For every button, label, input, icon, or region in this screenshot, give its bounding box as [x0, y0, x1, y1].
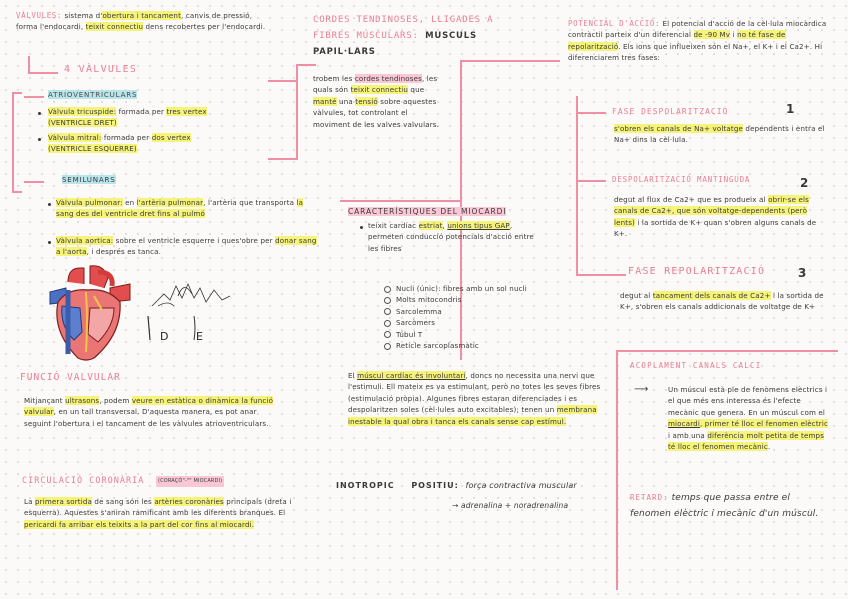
sketch-strokes	[140, 310, 240, 350]
heart-illustration	[38, 262, 138, 364]
phase-3-text: degut al tancament dels canals de Ca2+ i la sortida de K+, s'obren els canals addicionals de voltatge de K+	[620, 291, 824, 312]
funcio-title: FUNCIÓ VALVULAR	[20, 372, 121, 383]
carac-paragraph: El múscul cardíac és involuntari, doncs no necessita una nervi que l'estimuli. Ell mateix es va estimulant, però no totes les seves fibres (estimulació pròpia). Algunes fibres estaran diferenciades i es despolaritzen soles (cèl·lules auto excitables); tenen un membrana inestable la qual obra i tanca els canals sense cap estímul.	[348, 371, 601, 426]
semi-item-aortica: Vàlvula aortica: sobre el ventricle esquerre i ques'obre per donar sang a l'aorta, i després es tanca.	[56, 236, 317, 257]
valve-sketch	[148, 276, 234, 310]
cordes-title: CORDES TENDINOSES, LLIGADES A FIBRES MUSCULARS: MUSCULS PAPIL·LARS	[313, 15, 494, 57]
semi-label: SEMILUNARS	[62, 175, 116, 184]
phase-3-title: FASE REPOLARITZACIÓ	[628, 266, 766, 277]
sketch-label-e: E	[196, 330, 203, 343]
semi-item-pulmonar: Vàlvula pulmonar: en l'artèria pulmonar, l'artèria que transporta la sang des del ventricle dret fins al pulmó	[56, 198, 304, 219]
list-item: Nucli (únic): fibres amb un sol nucli	[384, 283, 564, 294]
circulacio-tag: (CORAÇÓ"-"" MIOCARDI)	[156, 476, 224, 487]
atrio-label: ATRIOVENTRICULARS	[48, 90, 138, 99]
list-item: Túbul T	[384, 329, 564, 340]
atrio-item-tricuspide: Vàlvula tricuspide: formada per tres vertex (VENTRICLE DRET)	[48, 107, 207, 128]
inotropic-arrow: → adrenalina + noradrenalina	[452, 501, 569, 510]
carac-organelle-list	[384, 283, 564, 351]
phase-1-text: s'obren els canals de Na+ voltatge dependents i entra el Na+ dins la cèl·lula.	[614, 124, 825, 145]
list-item: Sarcòmers	[384, 317, 564, 328]
carac-bullet: teixit cardíac estriat, unions tipus GAP, permeten conducció potencials d'acció entre les fibres	[368, 221, 534, 253]
circulacio-text: La primera sortida de sang són les artèries coronàries principals (dreta i esquerra). Aquestes s'aniran ramificant amb les diferents branques. El pericardi fa arribar els teixits a la part del cor fins al miocardi.	[24, 497, 292, 529]
phase-1-number: 1	[786, 102, 795, 116]
carac-title: CARACTERÍSTIQUES DEL MIOCARDI	[348, 207, 507, 216]
funcio-text: Mitjançant ultrasons, podem veure en estàtica o dinàmica la funció valvular, en un tall transversal. D'aquesta manera, es pot anar seguint l'obertura i el tancament de les vàlvules atrioventriculars.	[24, 396, 274, 428]
sketch-label-d: D	[160, 330, 169, 343]
carac-list	[384, 283, 564, 351]
phase-3-number: 3	[798, 266, 807, 280]
valvules-term: VÀLVULES:	[16, 11, 63, 20]
valvules-count-title: 4 VÀLVULES	[64, 64, 138, 75]
atrio-item-mitral: Vàlvula mitral: formada per dos vertex (VENTRICLE ESQUERRE)	[48, 133, 191, 154]
list-item: Retícle sarcoplasmàtic	[384, 340, 564, 351]
retard-block: RETARD: temps que passa entre el fenomen elèctric i mecànic d'un múscul.	[630, 493, 819, 519]
phase-2-number: 2	[800, 176, 809, 190]
potencial-text: POTENCIAL D'ACCIÓ: El potencial d'acció de la cèl·lula miocàrdica contràctil parteix d'un diferencial de -90 Mv i no té fase de repolarització. Els ions que influeixen són el Na+, el K+ i el Ca2+. Hi diferenciarem tres fases:	[568, 19, 827, 63]
phase-1-title: FASE DESPOLARITZACIÓ	[612, 107, 729, 116]
acoplament-arrow: ⟶	[634, 384, 649, 395]
list-item: Molts mitocondris	[384, 294, 564, 305]
list-item: Sarcolemma	[384, 306, 564, 317]
acoplament-text: Un múscul està ple de fenòmens elèctrics i el que més ens interessa és l'efecte mecànic que genera. En un múscul com el miocardi, primer té lloc el fenomen elèctric i amb una diferència molt petita de temps té lloc el fenomen mecànic.	[668, 385, 829, 452]
valvules-definition: VÀLVULES: sistema d'obertura i tancament, canvis de pressió, forma l'endocardi, teixit connectiu dens recobertes per l'endocardi.	[16, 11, 266, 32]
phase-2-text: degut al flux de Ca2+ que es produeix al obrir-se els canals de Ca2+, que són voltatge-dependents (però lents) i la sortida de K+ quan s'obren alguns canals de K+.	[614, 195, 817, 239]
acoplament-title: ACOPLAMENT CANALS CALCI	[630, 361, 762, 370]
inotropic-line: INOTROPIC POSITIU: força contractiva muscular	[336, 481, 577, 490]
phase-2-title: DESPOLARITZACIÓ MANTINGUDA	[612, 175, 751, 184]
cordes-text: trobem les cordes tendinoses, les quals són teixit connectiu que manté una tensió sobre aquestes vàlvules, tot controlant el moviment de les valves valvulars.	[313, 74, 440, 129]
circulacio-title: CIRCULACIÓ CORONÀRIA	[22, 476, 145, 486]
